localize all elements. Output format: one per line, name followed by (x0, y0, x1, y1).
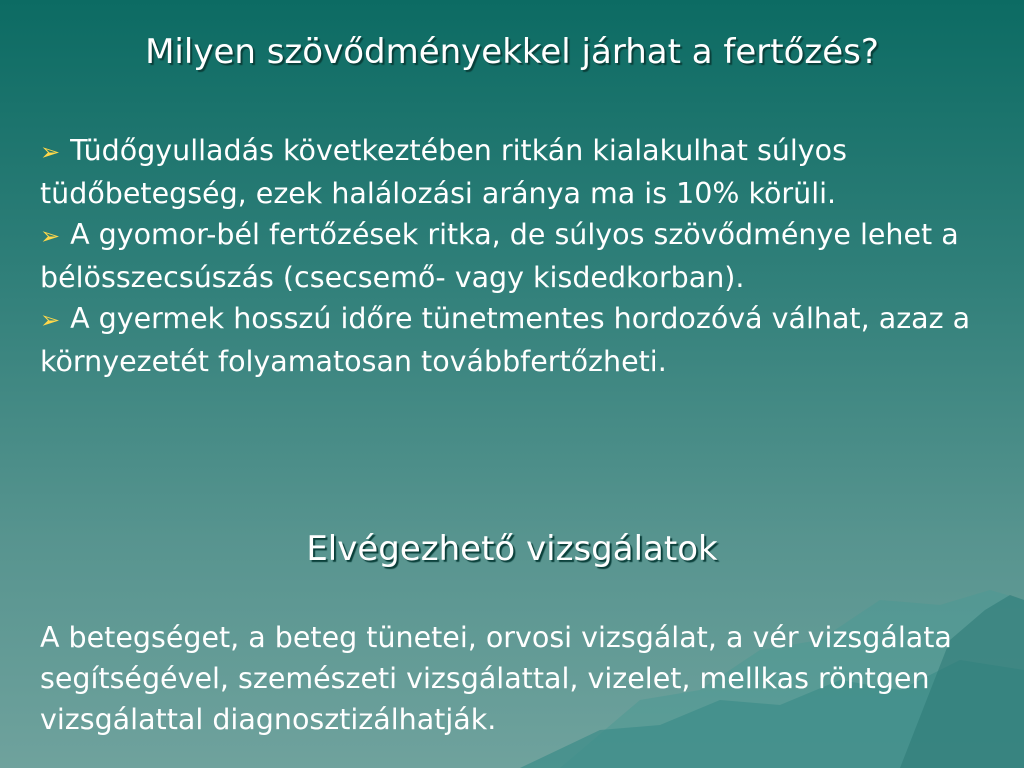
bullet-item (40, 298, 1010, 382)
slide-title: Milyen szövődményekkel járhat a fertőzés? (145, 32, 879, 72)
bullet-text: A gyermek hosszú időre tünetmentes hordozóvá válhat, azaz a környezetét folyamatosan továbbfertőzheti. (40, 302, 971, 378)
bullet-text: A gyomor-bél fertőzések ritka, de súlyos szövődménye lehet a bélösszecsúszás (csecsemő- vagy kisdedkorban). (40, 218, 959, 294)
arrow-bullet-icon: ➢ (40, 138, 61, 166)
section-subtitle: Elvégezhető vizsgálatok (306, 529, 718, 569)
arrow-bullet-icon: ➢ (40, 306, 61, 334)
arrow-bullet-icon: ➢ (40, 222, 61, 250)
bullet-item (40, 130, 1010, 214)
bullet-text: Tüdőgyulladás következtében ritkán kialakulhat súlyos tüdőbetegség, ezek halálozási aránya ma is 10% körüli. (40, 134, 847, 210)
bullet-item (40, 214, 1010, 298)
bullet-list (40, 130, 1010, 382)
body-paragraph: A betegséget, a beteg tünetei, orvosi vizsgálat, a vér vizsgálata segítségével, szemészeti vizsgálattal, vizelet, mellkas röntgen vizsgálattal diagnosztizálhatják. (40, 621, 952, 736)
